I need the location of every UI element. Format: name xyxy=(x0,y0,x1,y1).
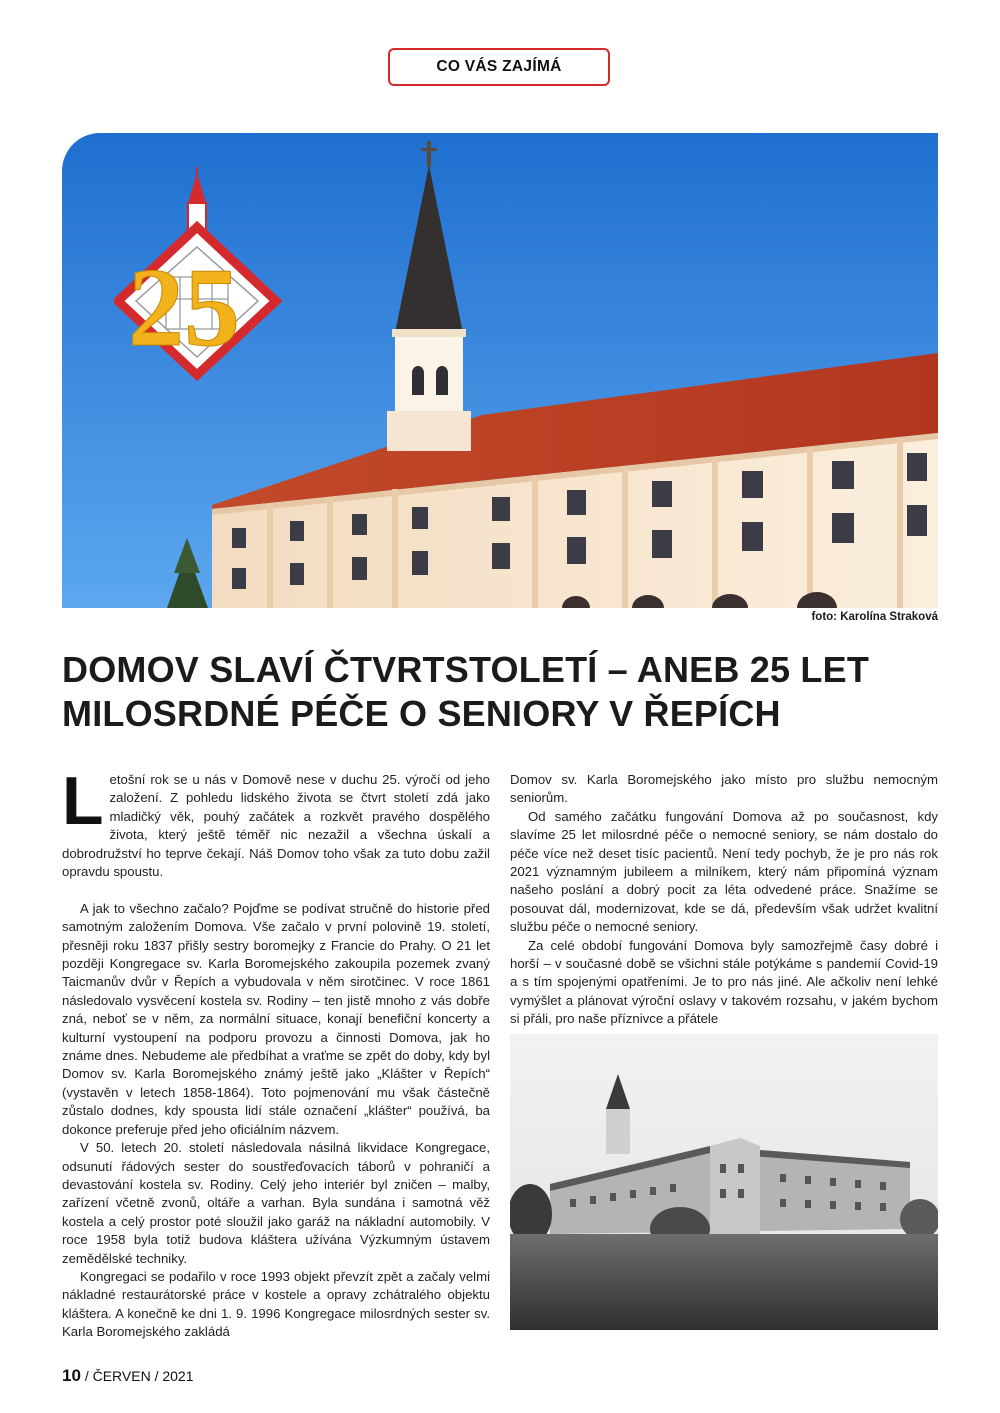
article-paragraph: A jak to všechno začalo? Pojďme se podívat stručně do historie před samotným založením Domova. Vše začalo v první polovině 19. století, přesněji roku 1837 přišly sestry boromejky z Francie do Prahy. O 21 let později Kongregace sv. Karla Boromejského zakoupila pozemek zvaný Taicmanův dvůr v Řepích a vybudovala v něm sirotčinec. V roce 1861 následovalo vysvěcení kostela sv. Rodiny – ten jistě mnoho z vás dobře zná, neboť se v něm, za normální situace, konají benefiční koncerty a kulturní vystoupení na podporu provozu a činnosti Domova, jak ho známe dnes. Nebudeme ale předbíhat a vraťme se zpět do doby, kdy byl Domov sv. Karla Boromejského známý ještě jako „Klášter v Řepích“ (vystavěn v letech 1858-1864). Toto pojmenování mu však částečně zůstalo dodnes, kdy spousta lidí stále označení „klášter“ používá, ba dokonce preferuje před jeho oficiálním názvem. xyxy=(62,900,490,1137)
article-paragraph: Za celé období fungování Domova byly samozřejmě časy dobré i horší – v současné době se všichni stále potýkáme s pandemií Covid-19 a s tím spojenými opatřeními. Je to pro nás jiné. Ale ačkoliv není lehké vymýšlet a plánovat výroční oslavy v takovém rozsahu, v jakém bychom si přáli, pro naše příznivce a přátele xyxy=(510,937,938,1027)
dropcap: L xyxy=(62,763,104,839)
page-number: 10 xyxy=(62,1366,81,1385)
photo-caption: foto: Karolína Straková xyxy=(811,611,938,623)
anniversary-25-logo xyxy=(114,167,286,385)
hero-photo xyxy=(62,133,938,608)
article-paragraph: Domov sv. Karla Boromejského jako místo pro službu nemocným seniorům. xyxy=(510,772,938,806)
article-paragraph: Kongregaci se podařilo v roce 1993 objekt převzít zpět a začaly velmi nákladné restaurátorské práce v kostele a opravy zchátralého objektu kláštera. A konečně ke dni 1. 9. 1996 Kongregace milosrdných sester sv. Karla Boromejského zakládá xyxy=(62,1268,490,1340)
article-column-left xyxy=(62,763,490,1342)
footer-year: / 2021 xyxy=(154,1368,194,1384)
section-tag: CO VÁS ZAJÍMÁ xyxy=(388,48,610,86)
footer-month: / ČERVEN xyxy=(84,1368,151,1384)
historic-photo-illustration xyxy=(510,1034,938,1330)
article-paragraph: V 50. letech 20. století následovala násilná likvidace Kongregace, odsunutí řádových sester do soustřeďovacích táborů v pohraničí a devastování kostela sv. Rodiny. Celý jeho interiér byl zničen – malby, zařízení včetně zvonů, oltáře a varhan. Byla sundána i samotná věž kostela a celý prostor poté sloužil jako garáž na nákladní automobily. V roce 1958 byla totiž budova kláštera užívána Výzkumným ústavem zemědělské techniky. xyxy=(62,1140,490,1266)
article-column-right xyxy=(510,771,938,1029)
page-footer xyxy=(62,1366,194,1386)
article-headline: DOMOV SLAVÍ ČTVRTSTOLETÍ – ANEB 25 LET MILOSRDNÉ PÉČE O SENIORY V ŘEPÍCH xyxy=(62,649,870,734)
article-paragraph: Od samého začátku fungování Domova až po současnost, kdy slavíme 25 let milosrdné péče o nemocné seniory, se nám dostalo do péče více než deset tisíc pacientů. Není tedy pochyb, že je pro nás rok 2021 významným jubileem a milníkem, který nám připomíná význam našeho poslání a dobrý pocit za léta odvedené práce. Snažíme se posouvat dál, modernizovat, kde se dá, především však udržet kvalitní službu péče o nemocné seniory. xyxy=(510,808,938,935)
historic-photo xyxy=(510,1034,938,1330)
logo-number: 25 xyxy=(128,246,240,370)
article-paragraph: Letošní rok se u nás v Domově nese v duchu 25. výročí od jeho založení. Z pohledu lidského života se čtvrt století zdá jako mladičký věk, pouhý začátek a rozkvět pravého dospělého života, který ještě téměř nic nezažil a všechna úskalí a dobrodružství ho teprve čekají. Náš Domov toho však za tuto dobu zažil opravdu spoustu. xyxy=(62,763,490,880)
